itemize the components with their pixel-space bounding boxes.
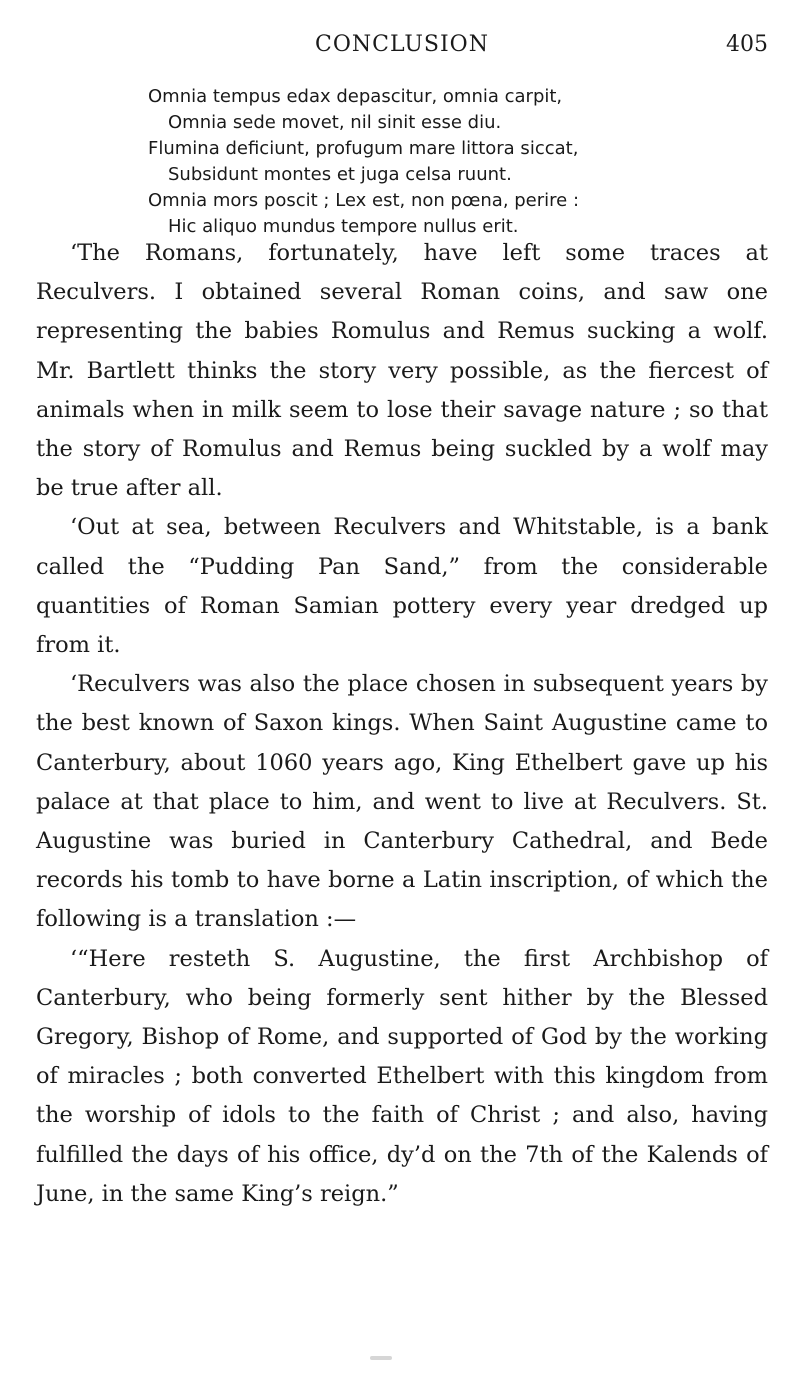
paragraph-saxon-kings: ‘Reculvers was also the place chosen in subsequent years by the best known of Saxon kings. When Saint Augustine came to Canterbury, about 1060 years ago, King Ethelbert gave up his palace at that place to him, and went to live at Reculvers. St. Augustine was buried in Canterbury Cathedral, and Bede records his tomb to have borne a Latin inscription, of which the following is a translation :—: [36, 671, 768, 933]
paragraph-inscription: ‘“Here resteth S. Augustine, the first Archbishop of Canterbury, who being formerly sent hither by the Blessed Gregory, Bishop of Rome, and supported of God by the working of miracles ; both converted Ethelbert with this kingdom from the worship of idols to the faith of Christ ; and also, having fulfilled the days of his office, dy’d on the 7th of the Kalends of June, in the same King’s reign.”: [36, 945, 768, 1207]
running-header: [36, 32, 768, 68]
paragraph-pudding-pan-sand: ‘Out at sea, between Reculvers and Whitstable, is a bank called the “Pudding Pan Sand,” from the considerable quantities of Roman Samian pottery every year dredged up from it.: [36, 514, 768, 659]
chapter-title: CONCLUSION: [315, 32, 489, 57]
paragraph-romans: ‘The Romans, fortunately, have left some traces at Reculvers. I obtained several Roman coins, and saw one representing the babies Romulus and Remus sucking a wolf. Mr. Bartlett thinks the story very possible, as the fiercest of animals when in milk seem to lose their savage nature ; so that the story of Romulus and Remus being suckled by a wolf may be true after all.: [36, 240, 768, 502]
body-text: [36, 234, 768, 1214]
verse-line: Omnia tempus edax depascitur, omnia carpit,: [148, 86, 563, 107]
verse-line: Hic aliquo mundus tempore nullus erit.: [168, 216, 519, 237]
page-smudge: [370, 1356, 392, 1360]
verse-line: Subsidunt montes et juga celsa ruunt.: [168, 164, 512, 185]
verse-line: Flumina deficiunt, profugum mare littora siccat,: [148, 138, 579, 159]
page-number: 405: [726, 32, 768, 57]
verse-line: Omnia sede movet, nil sinit esse diu.: [168, 112, 502, 133]
latin-verse: [148, 84, 708, 240]
verse-line: Omnia mors poscit ; Lex est, non pœna, perire :: [148, 190, 580, 211]
